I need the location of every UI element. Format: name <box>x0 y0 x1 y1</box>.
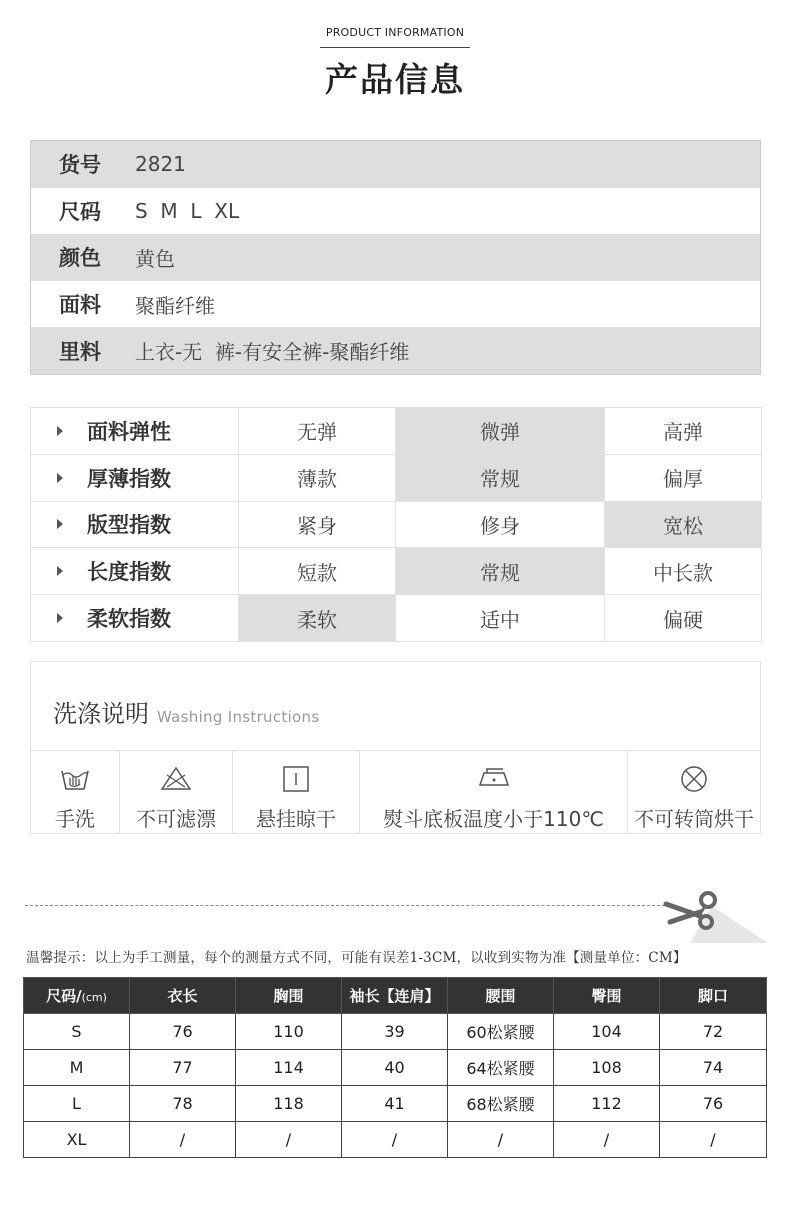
measurement-note: 温馨提示：以上为手工测量，每个的测量方式不同，可能有误差1-3CM，以收到实物为准【测量单位：CM】 <box>26 950 687 966</box>
header-hem: 脚口 <box>660 978 767 1014</box>
size-cell: S <box>24 1014 130 1050</box>
size-row <box>24 1014 767 1050</box>
info-key: 颜色 <box>59 246 101 271</box>
header-chest: 胸围 <box>236 978 342 1014</box>
washing-title-en: Washing Instructions <box>157 708 320 726</box>
info-value: 2821 <box>135 152 186 177</box>
iron-icon <box>477 765 511 789</box>
index-label-text: 厚薄指数 <box>87 466 171 491</box>
size-cell: 118 <box>236 1086 342 1122</box>
scissors-icon <box>660 888 770 948</box>
size-cell: / <box>554 1122 660 1158</box>
wash-label: 悬挂晾干 <box>256 807 336 831</box>
index-label <box>31 595 239 642</box>
triangle-bullet-icon <box>57 566 63 576</box>
index-option: 紧身 <box>239 501 396 548</box>
info-key: 尺码 <box>59 199 101 224</box>
size-cell: 104 <box>554 1014 660 1050</box>
triangle-bullet-icon <box>57 613 63 623</box>
info-key: 面料 <box>59 293 101 318</box>
index-option: 修身 <box>396 501 605 548</box>
size-cell: M <box>24 1050 130 1086</box>
header-subtitle: PRODUCT INFORMATION <box>325 26 465 39</box>
info-key: 里料 <box>59 339 101 364</box>
size-cell: 76 <box>130 1014 236 1050</box>
info-value: 上衣-无 裤-有安全裤-聚酯纤维 <box>135 340 410 365</box>
size-cell: 108 <box>554 1050 660 1086</box>
triangle-bullet-icon <box>57 519 63 529</box>
wash-item-iron <box>360 751 628 834</box>
info-value: 黄色 <box>135 246 175 271</box>
size-cell: 40 <box>342 1050 448 1086</box>
wash-label: 手洗 <box>55 807 95 831</box>
index-option-selected: 宽松 <box>605 501 762 548</box>
info-key: 货号 <box>59 153 101 178</box>
size-cell: 110 <box>236 1014 342 1050</box>
washing-title <box>53 694 319 729</box>
index-label-text: 版型指数 <box>87 513 171 538</box>
size-cell: 39 <box>342 1014 448 1050</box>
info-value: 聚酯纤维 <box>135 293 215 318</box>
size-cell: 114 <box>236 1050 342 1086</box>
index-option-selected: 柔软 <box>239 595 396 642</box>
product-info-table <box>30 140 761 375</box>
header-waist: 腰围 <box>448 978 554 1014</box>
size-table <box>23 977 767 1158</box>
index-option: 偏硬 <box>605 595 762 642</box>
index-row <box>31 595 762 642</box>
header-length: 衣长 <box>130 978 236 1014</box>
size-row <box>24 1122 767 1158</box>
wash-item-no-tumble-dry <box>628 751 760 834</box>
washing-instructions <box>30 661 761 834</box>
index-label <box>31 501 239 548</box>
washing-title-cn: 洗涤说明 <box>53 700 149 728</box>
triangle-bullet-icon <box>57 473 63 483</box>
size-cell: / <box>448 1122 554 1158</box>
size-cell: 60松紧腰 <box>448 1014 554 1050</box>
index-option-selected: 常规 <box>396 548 605 595</box>
index-label <box>31 408 239 455</box>
wash-item-no-bleach <box>120 751 233 834</box>
header-hip: 臀围 <box>554 978 660 1014</box>
info-row-lining <box>31 327 760 374</box>
size-cell: / <box>660 1122 767 1158</box>
index-option: 中长款 <box>605 548 762 595</box>
size-row <box>24 1050 767 1086</box>
size-row <box>24 1086 767 1122</box>
size-cell: / <box>342 1122 448 1158</box>
size-cell: 112 <box>554 1086 660 1122</box>
size-cell: 78 <box>130 1086 236 1122</box>
no-bleach-icon <box>160 765 192 791</box>
page-title: 产品信息 <box>325 60 465 99</box>
index-option: 无弹 <box>239 408 396 455</box>
size-cell: 76 <box>660 1086 767 1122</box>
triangle-bullet-icon <box>57 426 63 436</box>
wash-item-hang-dry <box>233 751 360 834</box>
info-row-color <box>31 234 760 281</box>
wash-label: 不可滤漂 <box>136 807 216 831</box>
index-option: 高弹 <box>605 408 762 455</box>
size-cell: 68松紧腰 <box>448 1086 554 1122</box>
index-option-selected: 微弹 <box>396 408 605 455</box>
index-row <box>31 454 762 501</box>
index-label <box>31 454 239 501</box>
size-cell: 41 <box>342 1086 448 1122</box>
header-divider <box>320 47 470 48</box>
no-tumble-dry-icon <box>680 765 708 793</box>
wash-item-hand-wash <box>31 751 120 834</box>
size-cell: 74 <box>660 1050 767 1086</box>
wash-label: 不可转筒烘干 <box>634 807 754 831</box>
size-cell: L <box>24 1086 130 1122</box>
wash-label: 熨斗底板温度小于110℃ <box>383 807 604 831</box>
header-size: 尺码/(cm) <box>24 978 130 1014</box>
info-value: S M L XL <box>135 198 240 223</box>
info-row-item-number <box>31 141 760 188</box>
size-cell: / <box>130 1122 236 1158</box>
cut-line <box>25 905 665 906</box>
index-row <box>31 501 762 548</box>
size-table-header <box>24 978 767 1014</box>
index-option: 短款 <box>239 548 396 595</box>
washing-grid <box>31 750 760 834</box>
product-index-table <box>30 407 762 642</box>
size-cell: 77 <box>130 1050 236 1086</box>
hand-wash-icon <box>60 765 90 791</box>
size-cell: XL <box>24 1122 130 1158</box>
header-sleeve: 袖长【连肩】 <box>342 978 448 1014</box>
index-option: 偏厚 <box>605 454 762 501</box>
size-cell: / <box>236 1122 342 1158</box>
index-label-text: 面料弹性 <box>87 419 171 444</box>
index-row <box>31 408 762 455</box>
index-option-selected: 常规 <box>396 454 605 501</box>
index-row <box>31 548 762 595</box>
hang-dry-icon <box>282 765 310 793</box>
index-option: 薄款 <box>239 454 396 501</box>
index-label <box>31 548 239 595</box>
index-option: 适中 <box>396 595 605 642</box>
info-row-size <box>31 188 760 235</box>
index-label-text: 柔软指数 <box>87 607 171 632</box>
index-label-text: 长度指数 <box>87 560 171 585</box>
size-cell: 72 <box>660 1014 767 1050</box>
info-row-fabric <box>31 281 760 328</box>
size-cell: 64松紧腰 <box>448 1050 554 1086</box>
